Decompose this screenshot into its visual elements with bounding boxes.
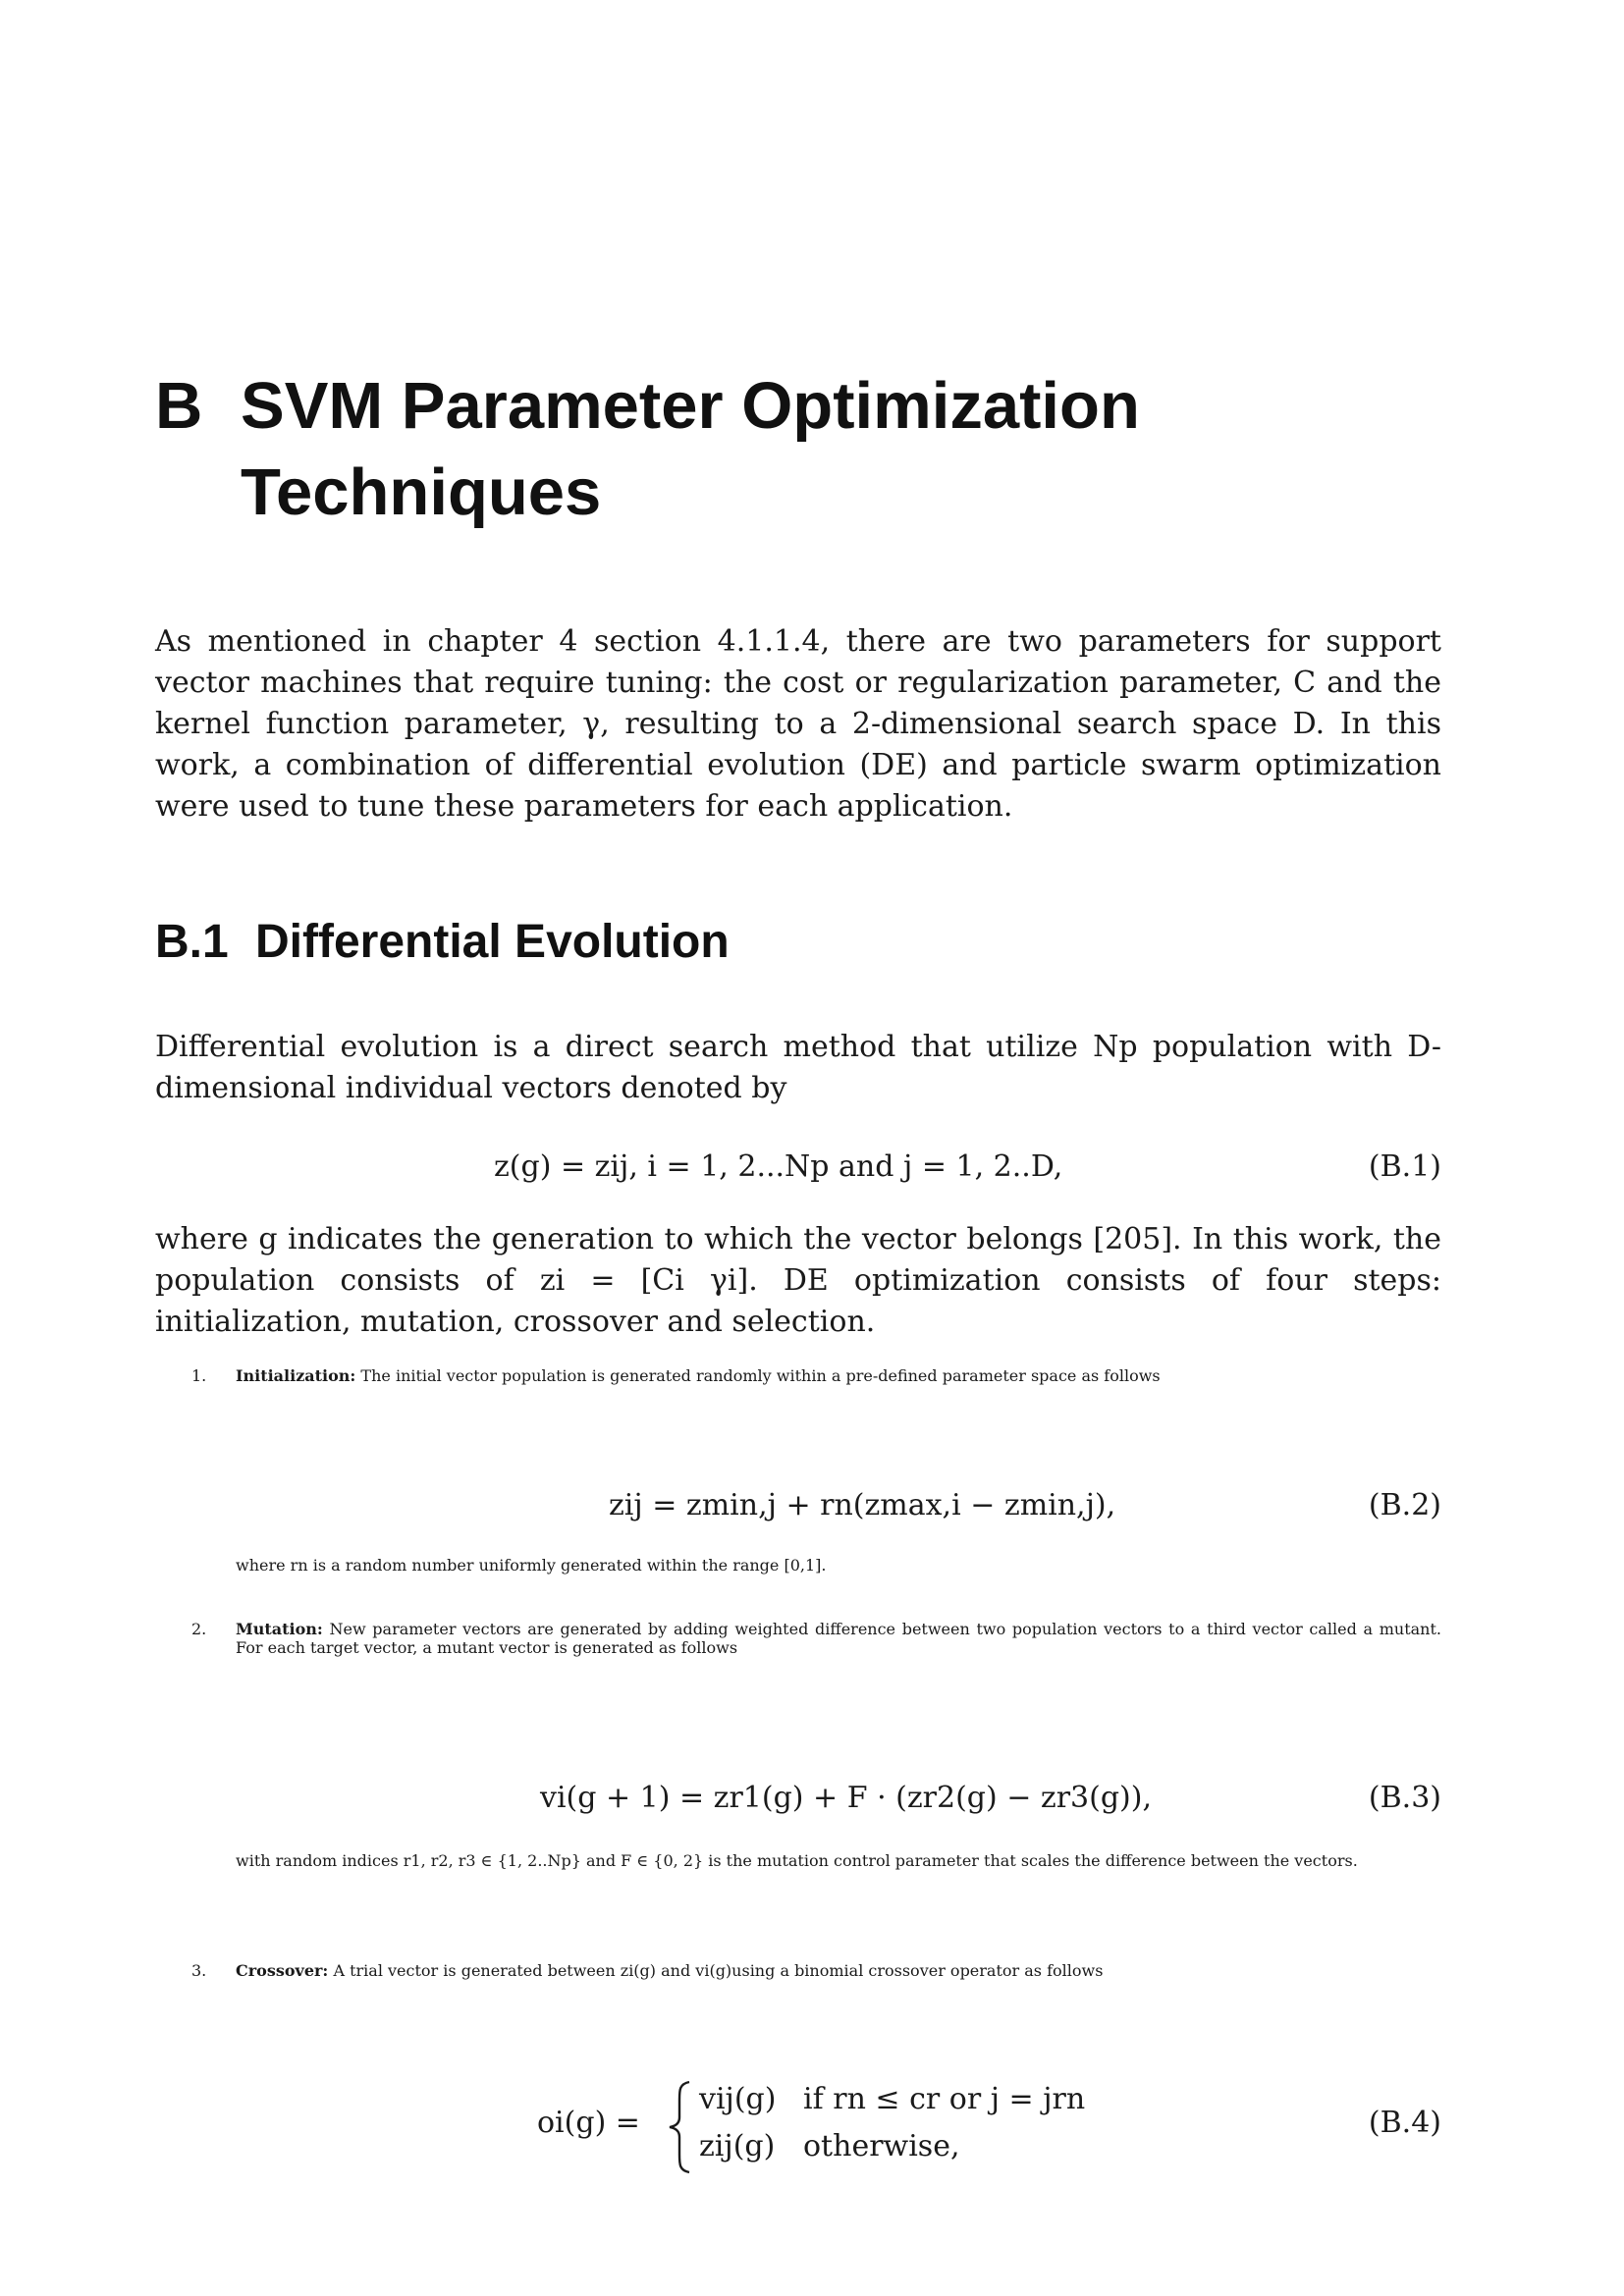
equation-b1-body: z(g) = zij, i = 1, 2...Np and j = 1, 2..D, [494,1149,1063,1184]
equation-b3 [236,1775,1441,1824]
step-after-text: with random indices r1, r2, r3 ∈ {1, 2..Np} and F ∈ {0, 2} is the mutation control parameter that scales the difference between the vectors. [236,1851,1358,1870]
step-text: New parameter vectors are generated by adding weighted difference between two population vectors to a third vector called a mutant. For each target vector, a mutant vector is generated as follows [236,1620,1442,1657]
step-text: A trial vector is generated between zi(g) and vi(g)using a binomial crossover operator as follows [333,1961,1104,1980]
after-eq1-paragraph [155,1219,1441,1343]
equation-b2 [236,1482,1441,1531]
equation-b4 [236,2072,1441,2180]
equation-b2-tag: (B.2) [1368,1488,1441,1522]
section-number: B.1 [155,916,229,968]
list-item-text [236,1366,1441,1385]
step-label: Initialization: [236,1366,356,1385]
case-condition: if rn ≤ cr or j = jrn [803,2082,1086,2116]
list-marker: 3. [191,1961,207,1980]
page [155,0,1441,2296]
equation-b3-tag: (B.3) [1368,1781,1441,1815]
equation-b4-lhs: oi(g) = [537,2106,640,2140]
brace-icon [668,2080,693,2174]
equation-b4-tag: (B.4) [1368,2106,1441,2140]
section-paragraph [155,1027,1441,1109]
chapter-title-line1: SVM Parameter Optimization [241,369,1140,443]
list-marker: 2. [191,1620,207,1638]
section-title: Differential Evolution [255,916,730,968]
case-value: vij(g) [699,2082,777,2116]
list-item-text [236,1961,1441,1980]
list-marker: 1. [191,1366,207,1385]
chapter-number: B [155,369,203,443]
after-eq1-text: where g indicates the generation to which the vector belongs [205]. In this work, the population consists of zi = [Ci γi]. DE optimization consists of four steps: initialization, mutation, crossover and selection. [155,1222,1441,1339]
equation-b1-tag: (B.1) [1368,1149,1441,1184]
list-item-text [236,1620,1441,1657]
step-text: The initial vector population is generated randomly within a pre-defined parameter space as follows [360,1366,1161,1385]
section-paragraph-text: Differential evolution is a direct search method that utilize Np population with D-dimensional individual vectors denoted by [155,1030,1441,1105]
step-label: Mutation: [236,1620,323,1638]
case-value: zij(g) [699,2129,776,2163]
chapter-title-line2: Techniques [241,455,602,529]
intro-paragraph-text: As mentioned in chapter 4 section 4.1.1.4, there are two parameters for support vector machines that require tuning: the cost or regularization parameter, C and the kernel function parameter, γ, resulting to a 2-dimensional search space D. In this work, a combination of differential evolution (DE) and particle swarm optimization were used to tune these parameters for each application. [155,624,1441,824]
step-after-text: where rn is a random number uniformly generated within the range [0,1]. [236,1556,827,1575]
equation-b3-body: vi(g + 1) = zr1(g) + F · (zr2(g) − zr3(g)), [540,1781,1152,1815]
equation-b2-body: zij = zmin,j + rn(zmax,i − zmin,j), [609,1488,1116,1522]
case-condition: otherwise, [803,2129,960,2163]
intro-paragraph [155,621,1441,828]
chapter-title [241,363,1140,536]
step-label: Crossover: [236,1961,329,1980]
equation-b1 [155,1144,1441,1193]
